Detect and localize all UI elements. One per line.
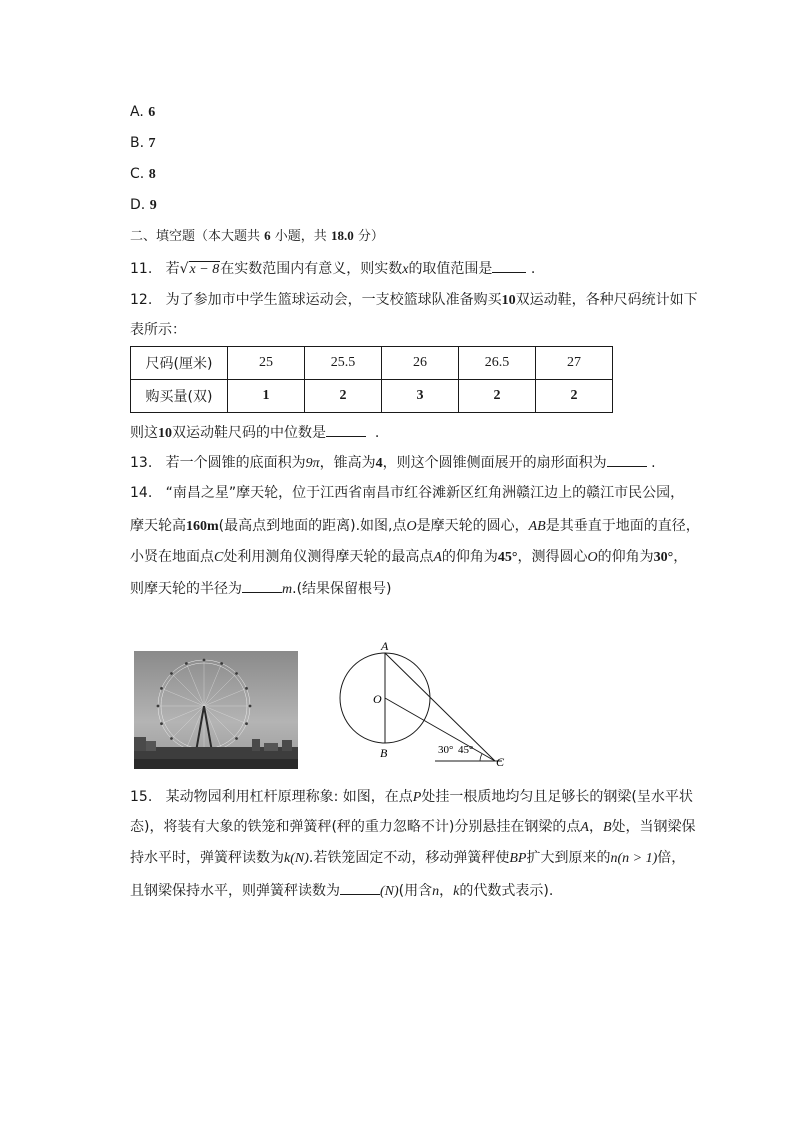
option-letter: B. — [130, 135, 145, 151]
number: 10 — [501, 293, 516, 308]
question-11: 11. 若√x − 8在实数范围内有意义，则实数x的取值范围是 . — [130, 258, 535, 280]
question-text: ， — [673, 549, 688, 565]
question-text: .(结果保留根号) — [292, 581, 392, 597]
question-text: 处利用测角仪测得摩天轮的最高点 — [223, 549, 434, 565]
question-14-line4 — [130, 578, 392, 600]
section-heading — [130, 226, 384, 247]
table-cell: 25.5 — [305, 347, 382, 380]
question-14-line3 — [130, 547, 687, 568]
question-text: 倍， — [657, 850, 686, 866]
math-expr: n(n > 1) — [610, 851, 658, 866]
radicand: x − 8 — [189, 262, 220, 277]
question-text: 则摩天轮的半径为 — [130, 581, 242, 597]
variable: C — [214, 550, 224, 565]
question-text: 双运动鞋，各种尺码统计如下 — [515, 292, 698, 308]
question-text: 若一个圆锥的底面积为 — [165, 455, 306, 471]
question-text: 则这 — [130, 425, 158, 441]
question-text: “南昌之星”摩天轮，位于江西省南昌市红谷滩新区红角洲赣江边上的赣江市民公园， — [165, 485, 685, 501]
angle-arc — [480, 754, 482, 761]
variable: x — [402, 262, 409, 277]
variable: B — [602, 820, 612, 835]
table-cell: 3 — [382, 380, 459, 413]
question-text: ，则这个圆锥侧面展开的扇形面积为 — [382, 455, 607, 471]
table-cell: 26.5 — [459, 347, 536, 380]
question-text: ， — [439, 883, 454, 899]
question-13 — [130, 452, 656, 474]
question-text: 在实数范围内有意义，则实数 — [220, 261, 403, 277]
table-header-cell: 购买量(双) — [131, 380, 228, 413]
question-number: 13. — [130, 455, 153, 471]
question-text: 是摩天轮的圆心， — [416, 518, 529, 534]
section-title-part: 分） — [357, 229, 384, 244]
option-d — [130, 195, 157, 216]
question-text: 小贤在地面点 — [130, 549, 214, 565]
variable: AB — [528, 519, 546, 534]
option-letter: C. — [130, 166, 145, 182]
answer-blank[interactable] — [492, 258, 526, 273]
option-value: 9 — [149, 198, 157, 213]
question-text: 为了参加市中学生篮球运动会，一支校篮球队准备购买 — [165, 292, 502, 308]
question-text: 持水平时，弹簧秤读数为 — [130, 850, 284, 866]
geometry-diagram — [330, 635, 510, 770]
math-expr: k(N) — [284, 851, 309, 866]
question-number: 15. — [130, 789, 153, 805]
number: 4 — [375, 456, 383, 471]
question-text: 是其垂直于地面的直径， — [545, 518, 700, 534]
answer-blank[interactable] — [340, 880, 380, 895]
variable: O — [406, 519, 417, 534]
question-text: 处挂一根质地均匀且足够长的钢梁(呈水平状 — [421, 789, 693, 805]
variable: n — [432, 884, 440, 899]
question-14 — [130, 483, 684, 503]
option-b — [130, 133, 156, 154]
question-text: 的取值范围是 — [408, 261, 493, 277]
label-a: A — [381, 639, 389, 653]
label-b: B — [380, 746, 388, 760]
table-cell: 26 — [382, 347, 459, 380]
option-letter: A. — [130, 104, 144, 120]
question-text: 处，当钢梁保 — [611, 819, 696, 835]
variable: A — [433, 550, 442, 565]
label-c: C — [496, 755, 505, 769]
question-text: . — [374, 425, 380, 441]
size-table — [130, 346, 613, 413]
question-text: 双运动鞋尺码的中位数是 — [172, 425, 326, 441]
question-text: 表所示： — [130, 322, 186, 338]
table-cell: 2 — [536, 380, 613, 413]
question-text: 且钢梁保持水平，则弹簧秤读数为 — [130, 883, 340, 899]
answer-blank[interactable] — [607, 452, 647, 467]
option-value: 6 — [148, 105, 156, 120]
section-score: 18.0 — [330, 228, 354, 243]
option-value: 8 — [148, 167, 156, 182]
angle-45-label: 45° — [458, 744, 474, 756]
question-text: ， — [588, 819, 603, 835]
table-row — [131, 347, 613, 380]
section-count: 6 — [264, 228, 271, 243]
question-text: ，锥高为 — [319, 455, 376, 471]
variable: k — [453, 884, 460, 899]
variable: A — [580, 820, 589, 835]
section-title-part: 二、填空题（本大题共 — [130, 229, 261, 244]
number: 45° — [497, 550, 518, 565]
question-text: ，测得圆心 — [517, 549, 588, 565]
angle-30-label: 30° — [438, 744, 454, 756]
math-expr: 9π — [305, 456, 320, 471]
section-title-part: 小题，共 — [274, 229, 327, 244]
question-text: 某动物园利用杠杆原理称象: 如图，在点 — [165, 789, 413, 805]
question-number: 11. — [130, 261, 153, 277]
question-text: . — [651, 455, 656, 471]
number: 160m — [186, 519, 219, 534]
table-row — [131, 380, 613, 413]
table-cell: 2 — [305, 380, 382, 413]
question-15-line2 — [130, 817, 696, 838]
ferris-wheel-photo — [134, 651, 298, 769]
table-cell: 1 — [228, 380, 305, 413]
question-text: 的仰角为 — [441, 549, 498, 565]
table-header-cell: 尺码(厘米) — [131, 347, 228, 380]
option-value: 7 — [148, 136, 156, 151]
variable: O — [587, 550, 598, 565]
question-text: (最高点到地面的距离).如图,点 — [218, 518, 407, 534]
question-text: 摩天轮高 — [130, 518, 186, 534]
label-o: O — [373, 692, 382, 706]
number: 10 — [158, 426, 172, 441]
question-12 — [130, 290, 698, 311]
table-cell: 27 — [536, 347, 613, 380]
question-12-after — [130, 422, 379, 444]
question-15 — [130, 787, 693, 808]
option-c — [130, 164, 156, 185]
variable: m — [282, 582, 293, 597]
question-text: 的仰角为 — [597, 549, 654, 565]
question-text: 扩大到原来的 — [526, 850, 611, 866]
math-expr: (N) — [380, 884, 399, 899]
question-15-line3 — [130, 848, 685, 869]
question-number: 12. — [130, 292, 153, 308]
question-14-line2 — [130, 516, 700, 537]
question-text: 的代数式表示). — [459, 883, 554, 899]
variable: BP — [509, 851, 527, 866]
question-text: . — [530, 261, 536, 277]
table-cell: 25 — [228, 347, 305, 380]
answer-blank[interactable] — [242, 578, 282, 593]
question-text: (用含 — [398, 883, 433, 899]
number: 30° — [653, 550, 674, 565]
question-text: .若铁笼固定不动，移动弹簧秤使 — [308, 850, 510, 866]
option-a — [130, 102, 155, 123]
variable: P — [412, 790, 422, 805]
question-15-line4 — [130, 880, 553, 902]
question-text: 态)，将装有大象的铁笼和弹簧秤(秤的重力忽略不计)分别悬挂在钢梁的点 — [130, 819, 581, 835]
question-number: 14. — [130, 485, 153, 501]
table-cell: 2 — [459, 380, 536, 413]
question-text: 若 — [165, 261, 180, 277]
option-letter: D. — [130, 197, 146, 213]
answer-blank[interactable] — [326, 422, 366, 437]
question-12-line2 — [130, 320, 186, 340]
